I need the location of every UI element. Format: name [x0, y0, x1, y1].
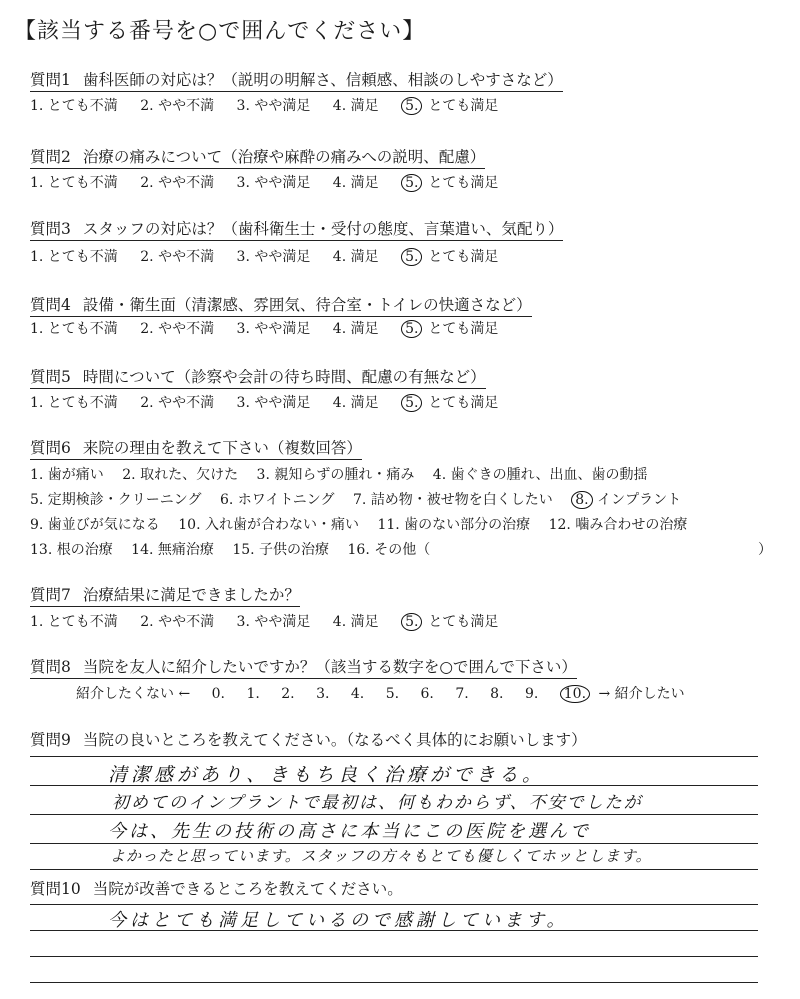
option-4[interactable]: 4. 満足	[332, 98, 379, 114]
scale-value-10-circled[interactable]: 10.	[560, 685, 590, 703]
question-5-options	[30, 392, 498, 412]
scale-value[interactable]: 5.	[385, 686, 400, 702]
option-1[interactable]: 1. とても不満	[30, 175, 118, 191]
scale-value[interactable]: 9.	[524, 686, 539, 702]
option-2[interactable]: 2. やや不満	[140, 614, 215, 630]
scale-value[interactable]: 8.	[490, 686, 504, 702]
question-2	[30, 145, 485, 169]
question-number: 質問10	[30, 880, 81, 898]
scale-value[interactable]: 7.	[455, 686, 469, 702]
question-text: 当院を友人に紹介したいですか？（該当する数字を○で囲んで下さい）	[82, 658, 577, 676]
option-2[interactable]: 2. やや不満	[140, 175, 215, 191]
question-text: 治療の痛みについて（治療や麻酔の痛みへの説明、配慮）	[82, 148, 486, 166]
question-text: 設備・衛生面（清潔感、雰囲気、待合室・トイレの快適さなど）	[82, 296, 532, 314]
question-1-heading	[30, 68, 563, 92]
option-5-circled[interactable]: 5.	[401, 394, 422, 412]
reason-option[interactable]: 2. 取れた、欠けた	[122, 467, 239, 483]
scale-value[interactable]: 1.	[246, 686, 260, 702]
question-text: 時間について（診察や会計の待ち時間、配慮の有無など）	[82, 368, 486, 386]
question-number: 質問6	[30, 439, 71, 457]
answer-line	[30, 956, 758, 957]
reason-option[interactable]: 9. 歯並びが気になる	[30, 517, 160, 533]
option-4[interactable]: 4. 満足	[332, 175, 379, 191]
reason-option[interactable]: 11. 歯のない部分の治療	[377, 517, 531, 533]
question-text: 当院が改善できるところを教えてください。	[92, 880, 403, 898]
option-5-label: とても満足	[428, 321, 499, 337]
option-3[interactable]: 3. やや満足	[236, 175, 311, 191]
reason-option[interactable]: 4. 歯ぐきの腫れ、出血、歯の動揺	[432, 467, 648, 483]
question-text: 当院の良いところを教えてください。（なるべく具体的にお願いします）	[82, 731, 587, 749]
question-number: 質問1	[30, 71, 71, 89]
reason-option[interactable]: 1. 歯が痛い	[30, 467, 104, 483]
option-4[interactable]: 4. 満足	[332, 249, 379, 265]
question-text: 歯科医師の対応は？（説明の明解さ、信頼感、相談のしやすさなど）	[82, 71, 563, 89]
page-title: 【該当する番号を○で囲んでください】	[14, 19, 426, 44]
option-1[interactable]: 1. とても不満	[30, 98, 118, 114]
question-4-options	[30, 318, 498, 338]
option-5-label: とても満足	[428, 98, 499, 114]
answer-line	[30, 814, 758, 815]
option-3[interactable]: 3. やや満足	[236, 614, 311, 630]
option-4[interactable]: 4. 満足	[332, 321, 379, 337]
question-text: 治療結果に満足できましたか？	[82, 586, 300, 604]
reason-option-other[interactable]: 16. その他（	[347, 542, 431, 558]
scale-value[interactable]: 6.	[420, 686, 434, 702]
option-5-circled[interactable]: 5.	[401, 174, 422, 192]
option-2[interactable]: 2. やや不満	[140, 98, 215, 114]
reason-row-3	[30, 514, 701, 534]
question-number: 質問4	[30, 296, 71, 314]
question-8	[30, 655, 577, 679]
reason-option[interactable]: 5. 定期検診・クリーニング	[30, 492, 202, 508]
option-1[interactable]: 1. とても不満	[30, 614, 118, 630]
option-5-label: とても満足	[428, 395, 499, 411]
handwritten-answer-line: よかったと思っています。スタッフの方々もとても優しくてホッとします。	[110, 847, 652, 865]
option-4[interactable]: 4. 満足	[332, 614, 379, 630]
option-1[interactable]: 1. とても不満	[30, 249, 118, 265]
answer-line	[30, 756, 758, 757]
answer-line	[30, 982, 758, 983]
reason-option[interactable]: 14. 無痛治療	[131, 542, 214, 558]
question-3-options	[30, 246, 498, 266]
question-number: 質問7	[30, 586, 71, 604]
option-2[interactable]: 2. やや不満	[140, 321, 215, 337]
option-2[interactable]: 2. やや不満	[140, 249, 215, 265]
scale-left-label: 紹介したくない ←	[76, 686, 191, 702]
option-1[interactable]: 1. とても不満	[30, 321, 118, 337]
option-1[interactable]: 1. とても不満	[30, 395, 118, 411]
option-5-label: とても満足	[428, 249, 499, 265]
option-5-circled[interactable]: 5.	[401, 248, 422, 266]
scale-value[interactable]: 0.	[211, 686, 225, 702]
scale-value[interactable]: 2.	[281, 686, 295, 702]
question-1-options	[30, 95, 498, 115]
reason-option[interactable]: 12. 噛み合わせの治療	[548, 517, 688, 533]
scale-value[interactable]: 4.	[350, 686, 365, 702]
question-8-heading	[30, 655, 577, 679]
question-6-heading	[30, 436, 362, 460]
option-5-label: とても満足	[428, 614, 499, 630]
question-text: 来院の理由を教えて下さい（複数回答）	[82, 439, 362, 457]
question-4-heading	[30, 293, 532, 317]
answer-line	[30, 904, 758, 905]
reason-row-1	[30, 464, 661, 484]
question-number: 質問8	[30, 658, 71, 676]
scale-right-label: → 紹介したい	[598, 686, 685, 702]
question-7-options	[30, 611, 498, 631]
option-5-circled[interactable]: 5.	[401, 320, 422, 338]
option-3[interactable]: 3. やや満足	[236, 249, 311, 265]
answer-line	[30, 843, 758, 844]
question-9	[30, 728, 587, 750]
question-5	[30, 365, 486, 389]
option-3[interactable]: 3. やや満足	[236, 98, 311, 114]
option-4[interactable]: 4. 満足	[332, 395, 379, 411]
question-2-heading	[30, 145, 485, 169]
option-5-label: とても満足	[428, 175, 499, 191]
recommend-scale	[76, 683, 702, 703]
scale-value[interactable]: 3.	[316, 686, 330, 702]
question-2-options	[30, 172, 498, 192]
reason-row-2	[30, 489, 681, 509]
question-text: スタッフの対応は？（歯科衛生士・受付の態度、言葉遣い、気配り）	[82, 220, 564, 238]
reason-option-8-circled[interactable]: 8.	[571, 491, 592, 509]
reason-option[interactable]: 6. ホワイトニング	[219, 492, 335, 508]
question-number: 質問3	[30, 220, 71, 238]
question-10	[30, 877, 403, 899]
reason-option-8-label: インプラント	[597, 492, 682, 508]
question-1	[30, 68, 563, 92]
reason-option[interactable]: 15. 子供の治療	[232, 542, 330, 558]
reason-option[interactable]: 13. 根の治療	[30, 542, 113, 558]
answer-line	[30, 869, 758, 870]
question-4	[30, 293, 532, 317]
question-number: 質問5	[30, 368, 71, 386]
question-5-heading	[30, 365, 486, 389]
reason-option[interactable]: 10. 入れ歯が合わない・痛い	[178, 517, 359, 533]
option-2[interactable]: 2. やや不満	[140, 395, 215, 411]
question-6	[30, 436, 362, 460]
other-close-paren: ）	[758, 542, 772, 558]
question-3	[30, 217, 563, 241]
question-7	[30, 583, 300, 607]
question-number: 質問9	[30, 731, 71, 749]
option-3[interactable]: 3. やや満足	[236, 321, 311, 337]
option-5-circled[interactable]: 5.	[401, 613, 422, 631]
question-7-heading	[30, 583, 300, 607]
question-number: 質問2	[30, 148, 71, 166]
reason-row-4	[30, 539, 772, 559]
option-3[interactable]: 3. やや満足	[236, 395, 311, 411]
handwritten-answer-line: 初めてのインプラントで最初は、何もわからず、不安でしたが	[112, 793, 643, 813]
handwritten-answer-line: 今は、先生の技術の高さに本当にこの医院を選んで	[108, 821, 591, 842]
option-5-circled[interactable]: 5.	[401, 97, 422, 115]
handwritten-answer-line: 清潔感があり、きもち良く治療ができる。	[108, 764, 546, 786]
handwritten-answer-line: 今はとても満足しているので感謝しています。	[108, 910, 569, 931]
reason-option[interactable]: 7. 詰め物・被せ物を白くしたい	[353, 492, 553, 508]
question-3-heading	[30, 217, 563, 241]
reason-option[interactable]: 3. 親知らずの腫れ・痛み	[256, 467, 415, 483]
